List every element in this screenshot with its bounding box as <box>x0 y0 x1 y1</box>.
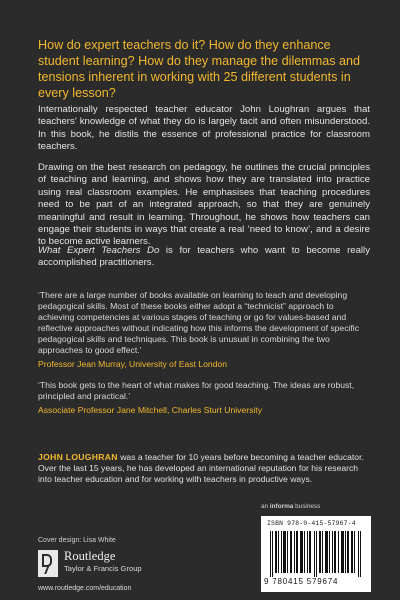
author-bio <box>38 452 370 486</box>
routledge-logo-icon <box>38 550 58 577</box>
quote-2-text: ‘This book gets to the heart of what makes for good teaching. The ideas are robust, principled and practical.’ <box>38 380 355 401</box>
publisher-name: Routledge <box>64 549 116 563</box>
barcode-box <box>261 516 371 592</box>
endorsement-quote-2 <box>38 380 370 416</box>
endorsement-quote-1 <box>38 290 370 370</box>
quote-1-attribution: Professor Jean Murray, University of East London <box>38 359 227 369</box>
description-paragraph-1: Internationally respected teacher educator John Loughran argues that teachers’ knowledge of what they do is largely tacit and often misunderstood. In this book, he distils the essence of professional practice for classroom teachers. <box>38 104 370 153</box>
cover-design-credit: Cover design: Lisa White <box>38 537 116 544</box>
book-title-italic: What Expert Teachers Do <box>38 245 160 256</box>
paragraph-3-rest: is for teachers who want to become really accomplished practitioners. <box>38 245 370 269</box>
intro-questions: How do expert teachers do it? How do they enhance student learning? How do they manage the dilemmas and tensions inherent in working with 25 different students in every lesson? <box>38 38 361 100</box>
quote-2-attribution: Associate Professor Jane Mitchell, Charles Sturt University <box>38 405 262 415</box>
quote-1-text: ‘There are a large number of books available on learning to teach and developing pedagogical skills. Most of these books either adopt a “technicist” approach to achieving competencies at various stages of teaching or go for values-based and reflective approaches without indicating how this informs the development of specific pedagogical skills and techniques. This book is unusual in combining the two approaches to good effect.’ <box>38 290 360 355</box>
author-name: JOHN LOUGHRAN <box>38 452 118 462</box>
author-bio-text: was a teacher for 10 years before becoming a teacher educator. Over the last 15 years, he has developed an international reputation for his research into teacher education and for working with teachers in productive ways. <box>38 452 364 485</box>
description-paragraph-2: Drawing on the best research on pedagogy, he outlines the crucial principles of teaching and learning, and shows how they are translated into practice using real classroom examples. He emphasises that teaching procedures need to be part of an integrated approach, so that they are genuinely meaningful and result in learning. Throughout, he shows how teachers can engage their students in ways that create a real ‘need to know’, and a desire to become active learners. <box>38 162 370 248</box>
barcode-digits: 9 780415 579674 <box>264 577 339 586</box>
publisher-group: Taylor & Francis Group <box>64 564 142 573</box>
informa-word: informa <box>269 503 294 510</box>
informa-prefix: an <box>261 503 270 510</box>
description-paragraph-3 <box>38 245 370 270</box>
informa-tagline <box>261 503 320 510</box>
barcode-icon <box>270 531 362 577</box>
publisher-block <box>38 549 208 592</box>
informa-suffix: business <box>293 503 321 510</box>
publisher-url: www.routledge.com/education <box>38 585 132 592</box>
isbn-label: ISBN 978-0-415-57967-4 <box>267 520 356 527</box>
barcode-area <box>261 503 371 591</box>
